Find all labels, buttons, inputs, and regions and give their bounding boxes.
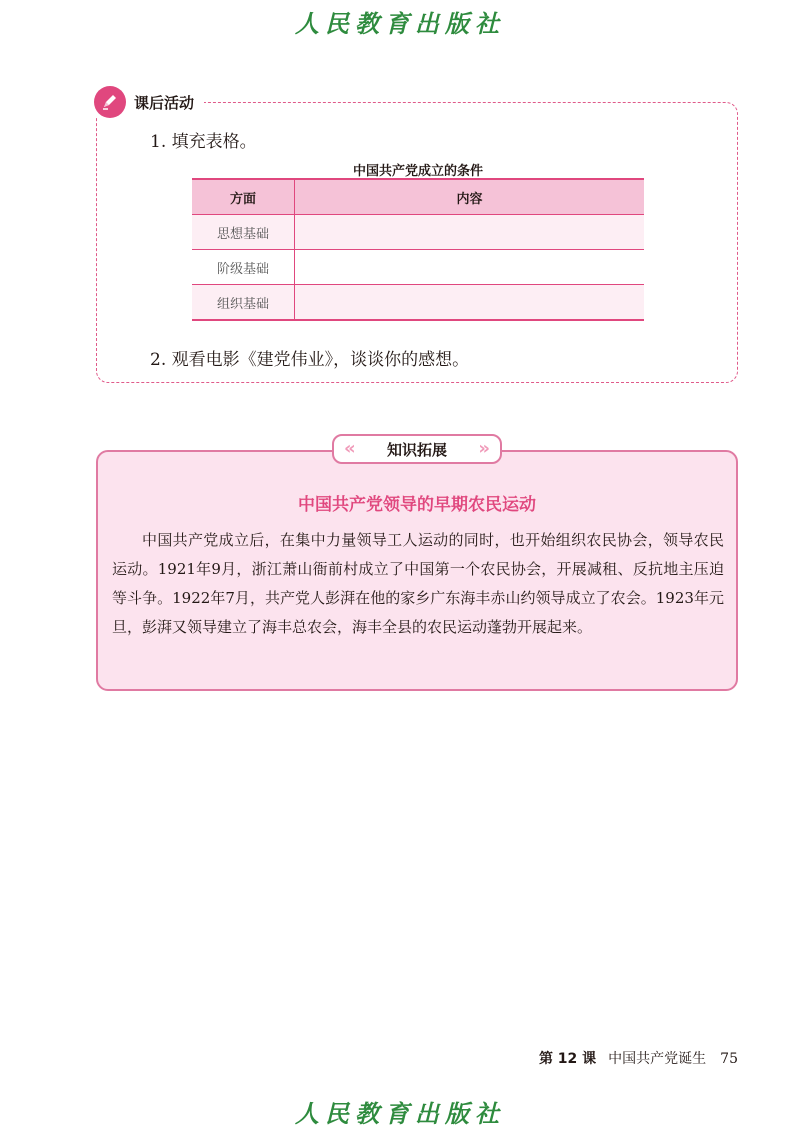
publisher-logo-top: 人民教育出版社 [295,9,505,38]
fill-in-cell [295,250,645,285]
pen-icon [94,86,126,118]
knowledge-title: 中国共产党领导的早期农民运动 [298,495,536,515]
row-label: 阶级基础 [192,250,295,285]
lesson-number: 第 12 课 [538,1051,597,1067]
question-2: 2. 观看电影《建党伟业》，谈谈你的感想。 [150,350,470,370]
fill-in-cell [295,285,645,321]
page-number: 75 [720,1051,738,1067]
knowledge-body: 中国共产党成立后，在集中力量领导工人运动的同时，也开始组织农民协会，领导农民运动。1921年9月，浙江萧山衙前村成立了中国第一个农民协会，开展减租、反抗地主压迫等斗争。1922年7月，共产党人彭湃在他的家乡广东海丰赤山约领导成立了农会。1923年元旦，彭湃又领导建立了海丰总农会，海丰全县的农民运动蓬勃开展起来。 [112,531,724,636]
question-1: 1. 填充表格。 [150,132,257,152]
activity-title: 课后活动 [134,93,195,112]
lesson-title: 中国共产党诞生 [608,1051,707,1067]
page-footer [539,1048,738,1068]
knowledge-tab-label: 知识拓展 [386,440,447,459]
row-label: 组织基础 [192,285,295,321]
double-chevron-left-icon: « [344,438,356,459]
table-caption: 中国共产党成立的条件 [352,164,483,179]
column-header-content: 内容 [295,179,645,215]
publisher-logo-bottom: 人民教育出版社 [295,1099,505,1128]
knowledge-tab [332,434,502,464]
table-row [192,215,644,250]
table-row [192,250,644,285]
row-label: 思想基础 [192,215,295,250]
table-row [192,285,644,321]
table-header-row [192,179,644,215]
conditions-table [192,178,644,321]
column-header-aspect: 方面 [192,179,295,215]
activity-header [94,86,204,118]
double-chevron-right-icon: » [478,438,490,459]
fill-in-cell [295,215,645,250]
